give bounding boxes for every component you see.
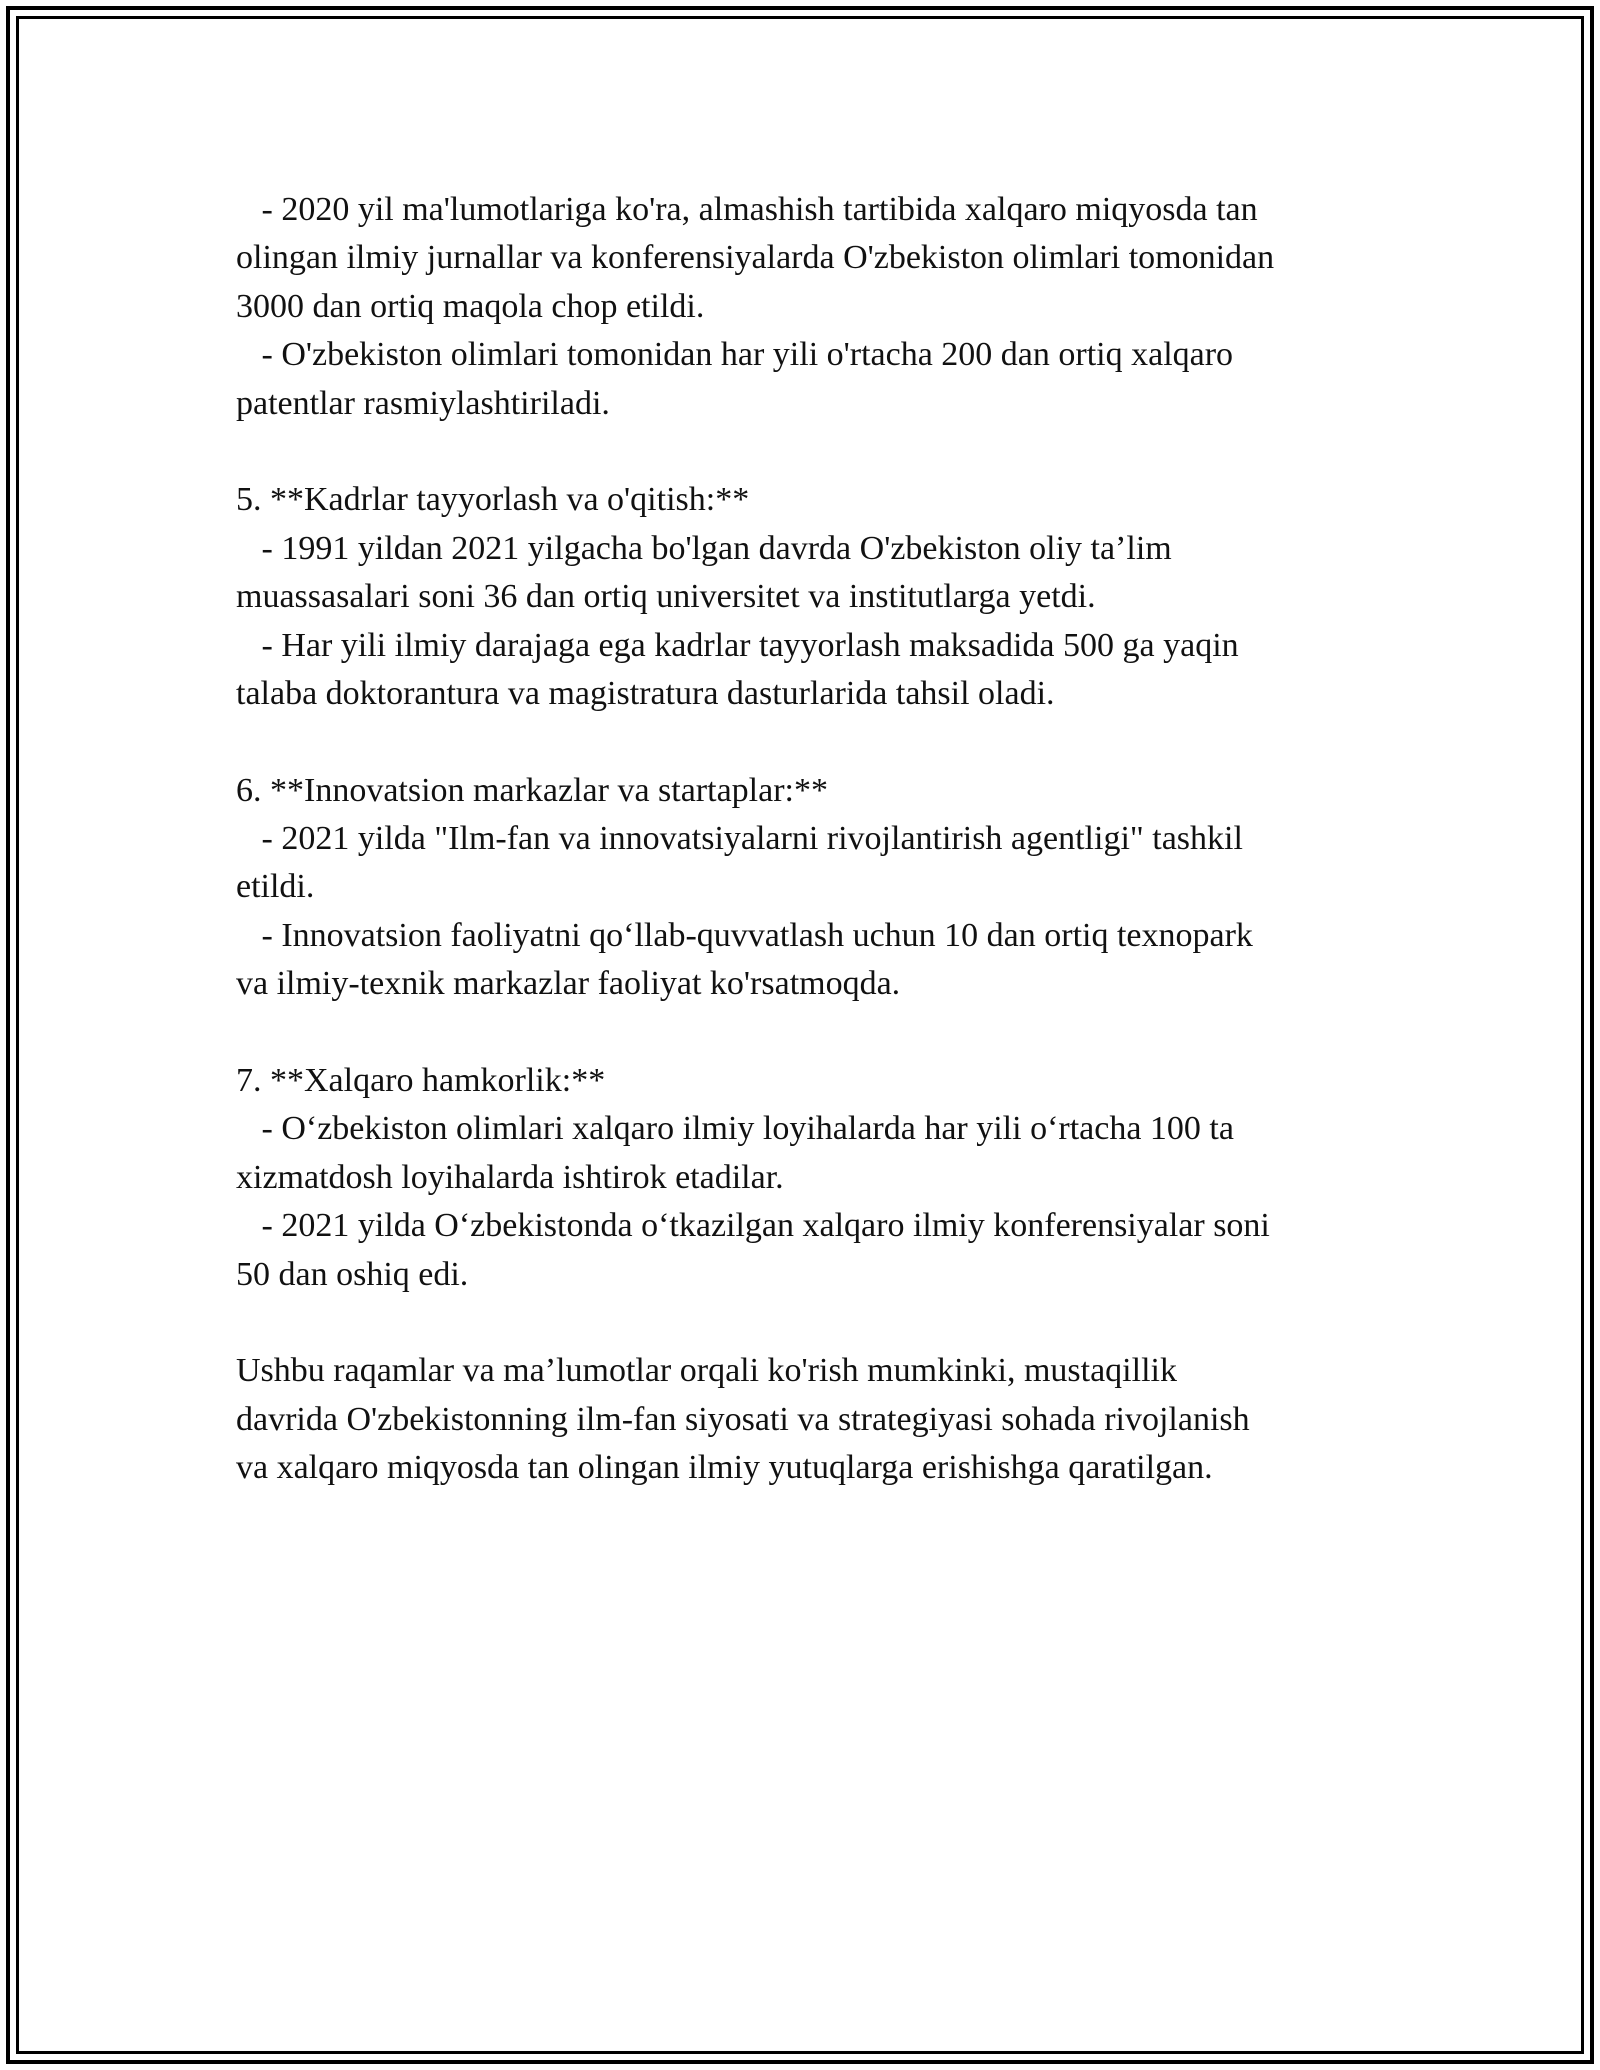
text-line: xizmatdosh loyihalarda ishtirok etadilar. xyxy=(236,1158,784,1196)
text-line: - Innovatsion faoliyatni qo‘llab-quvvatlash uchun 10 dan ortiq texnopark xyxy=(236,916,1253,954)
text-line: talaba doktorantura va magistratura dasturlarida tahsil oladi. xyxy=(236,674,1055,712)
paragraph-gap xyxy=(236,1009,1376,1057)
text-line: Ushbu raqamlar va ma’lumotlar orqali ko'rish mumkinki, mustaqillik xyxy=(236,1352,1177,1390)
text-line: - Har yili ilmiy darajaga ega kadrlar tayyorlash maksadida 500 ga yaqin xyxy=(236,626,1239,664)
text-line: olingan ilmiy jurnallar va konferensiyalarda O'zbekiston olimlari tomonidan xyxy=(236,239,1275,277)
text-line: va ilmiy-texnik markazlar faoliyat ko'rsatmoqda. xyxy=(236,965,901,1003)
section-heading: 5. **Kadrlar tayyorlash va o'qitish:** xyxy=(236,481,750,519)
text-line: - 1991 yildan 2021 yilgacha bo'lgan davrda O'zbekiston oliy ta’lim xyxy=(236,529,1172,567)
document-body xyxy=(236,186,1376,1493)
text-line: - 2021 yilda "Ilm-fan va innovatsiyalarni rivojlantirish agentligi" tashkil xyxy=(236,820,1243,858)
text-line: davrida O'zbekistonning ilm-fan siyosati va strategiyasi sohada rivojlanish xyxy=(236,1400,1250,1438)
text-line: etildi. xyxy=(236,868,315,906)
section-heading: 6. **Innovatsion markazlar va startaplar:** xyxy=(236,771,828,809)
text-line: - 2021 yilda O‘zbekistonda o‘tkazilgan xalqaro ilmiy konferensiyalar soni xyxy=(236,1207,1270,1245)
paragraph-gap xyxy=(236,718,1376,766)
text-line: - O'zbekiston olimlari tomonidan har yili o'rtacha 200 dan ortiq xalqaro xyxy=(236,336,1234,374)
text-line: muassasalari soni 36 dan ortiq universitet va institutlarga yetdi. xyxy=(236,578,1096,616)
text-line: patentlar rasmiylashtiriladi. xyxy=(236,384,610,422)
text-line: va xalqaro miqyosda tan olingan ilmiy yutuqlarga erishishga qaratilgan. xyxy=(236,1449,1213,1487)
text-line: - O‘zbekiston olimlari xalqaro ilmiy loyihalarda har yili o‘rtacha 100 ta xyxy=(236,1110,1234,1148)
text-line: 3000 dan ortiq maqola chop etildi. xyxy=(236,287,705,325)
paragraph-gap xyxy=(236,428,1376,476)
section-heading: 7. **Xalqaro hamkorlik:** xyxy=(236,1062,606,1100)
text-line: 50 dan oshiq edi. xyxy=(236,1255,469,1293)
paragraph-gap xyxy=(236,1299,1376,1347)
text-line: - 2020 yil ma'lumotlariga ko'ra, almashish tartibida xalqaro miqyosda tan xyxy=(236,191,1258,228)
